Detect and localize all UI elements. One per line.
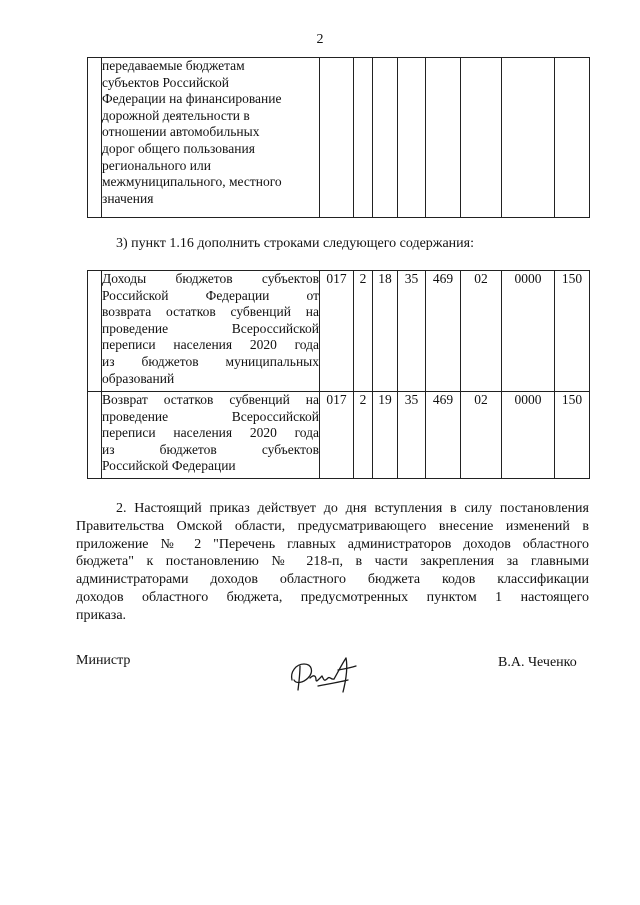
code-admin: 017 — [320, 392, 354, 479]
code-element: 02 — [461, 271, 502, 392]
row-number-cell — [88, 271, 102, 392]
code-subgroup: 19 — [373, 392, 398, 479]
description-line: Возврат остатков субвенций на — [102, 392, 319, 407]
page-number: 2 — [316, 32, 324, 47]
income-codes-table-new-rows — [87, 270, 590, 479]
description-line: проведение Всероссийской — [102, 408, 319, 424]
code-cell — [320, 58, 354, 218]
code-cell — [398, 58, 426, 218]
description-line: возврата остатков субвенций на — [102, 304, 319, 320]
code-subarticle: 469 — [426, 392, 461, 479]
income-description-cell — [102, 271, 320, 392]
table-row — [88, 392, 590, 479]
description-line: Доходы бюджетов субъектов — [102, 271, 319, 286]
table-row — [88, 271, 590, 392]
signatory-name: В.А. Чеченко — [498, 655, 577, 670]
description-line: Федерации на финансирование — [102, 91, 282, 107]
description-line: передаваемые бюджетам — [102, 58, 245, 73]
description-line: отношении автомобильных — [102, 124, 260, 140]
code-group: 2 — [354, 271, 373, 392]
code-article: 35 — [398, 392, 426, 479]
code-subarticle: 469 — [426, 271, 461, 392]
code-cell — [461, 58, 502, 218]
description-line: дорожной деятельности в — [102, 107, 250, 123]
description-line: переписи населения 2020 года — [102, 337, 319, 353]
amendment-intro: 3) пункт 1.16 дополнить строками следующего содержания: — [116, 236, 474, 251]
code-cell — [426, 58, 461, 218]
table-row — [88, 58, 590, 218]
code-article: 35 — [398, 271, 426, 392]
description-line: образований — [102, 370, 175, 386]
description-line: Российской Федерации от — [102, 287, 319, 303]
row-number-cell — [88, 392, 102, 479]
paragraph-line: приложение № 2 "Перечень главных администраторов доходов областного — [76, 536, 589, 552]
income-codes-table-continued — [87, 57, 590, 218]
code-subgroup: 18 — [373, 271, 398, 392]
code-admin: 017 — [320, 271, 354, 392]
paragraph-line: доходов областного бюджета, предусмотренных пунктом 1 настоящего — [76, 589, 589, 605]
description-line: из бюджетов субъектов — [102, 441, 319, 457]
paragraph-line: бюджета" к постановлению № 218-п, в части закрепления за главными — [76, 554, 589, 570]
income-description-cell — [102, 392, 320, 479]
paragraph-line: приказа. — [76, 607, 127, 623]
code-cell — [354, 58, 373, 218]
row-number-cell — [88, 58, 102, 218]
description-line: проведение Всероссийской — [102, 320, 319, 336]
code-econ: 150 — [555, 392, 590, 479]
description-line: регионального или — [102, 157, 211, 173]
code-cell — [555, 58, 590, 218]
paragraph-line: 2. Настоящий приказ действует до дня вступления в силу постановления — [116, 501, 589, 516]
code-cell — [373, 58, 398, 218]
signatory-title: Министр — [76, 653, 131, 668]
description-line: переписи населения 2020 года — [102, 425, 319, 441]
code-econ: 150 — [555, 271, 590, 392]
paragraph-line: Правительства Омской области, предусматривающего внесение изменений в — [76, 518, 589, 534]
paragraph-line: администраторами доходов областного бюджета кодов классификации — [76, 572, 589, 588]
description-line: значения — [102, 190, 154, 206]
income-description-cell — [102, 58, 320, 218]
description-line: межмуниципального, местного — [102, 174, 282, 190]
code-program: 0000 — [502, 271, 555, 392]
handwritten-signature — [288, 650, 360, 698]
code-program: 0000 — [502, 392, 555, 479]
description-line: из бюджетов муниципальных — [102, 353, 319, 369]
order-validity-paragraph — [76, 500, 589, 625]
code-group: 2 — [354, 392, 373, 479]
description-line: Российской Федерации — [102, 458, 236, 474]
description-line: дорог общего пользования — [102, 140, 255, 156]
code-element: 02 — [461, 392, 502, 479]
code-cell — [502, 58, 555, 218]
description-line: субъектов Российской — [102, 74, 230, 90]
